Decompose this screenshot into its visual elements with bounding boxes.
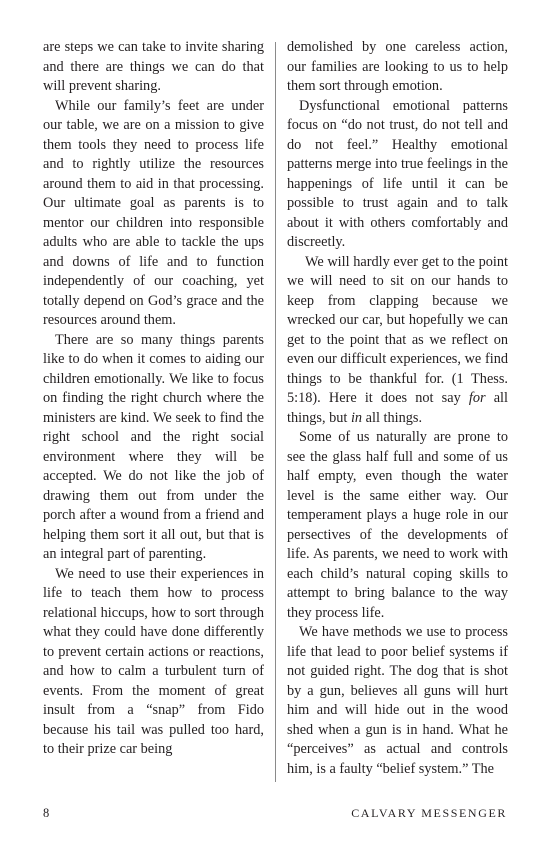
right-paragraph-3-part-b: all things, but xyxy=(287,390,508,426)
emphasis-for: for xyxy=(468,390,486,406)
left-paragraph-2: While our family’s feet are under our table, we are on a mission to give them tools they need to process life and to rightly utilize the resources around them to aid in that processing. Our ultimate goal as parents is to mentor our children into responsible adults who are able to tackle the ups and downs of life and to function independently of our coaching, yet totally depend on God’s grace and the resources around them. xyxy=(43,97,264,328)
page-footer xyxy=(43,806,507,826)
right-paragraph-4: Some of us naturally are prone to see the glass half full and some of us half empty, even though the water level is the same either way. Our temperament plays a huge role in our persectives of the developments of life. As parents, we need to work with each child’s natural coping skills to attempt to bring balance to the way they process life. xyxy=(287,429,508,621)
column-divider xyxy=(275,42,276,782)
right-paragraph-3-part-c: all things. xyxy=(362,409,423,426)
right-paragraph-5: We have methods we use to process life that lead to poor belief systems if not guided right. The dog that is shot by a gun, believes all guns will hurt him and will hide out in the wood shed when a gun is in hand. What he “perceives” as actual and controls him, is a faulty “belief system.” The xyxy=(287,624,508,777)
right-paragraph-1: demolished by one careless action, our families are looking to us to help them sort through emotion. xyxy=(287,39,508,94)
right-paragraph-2: Dysfunctional emotional patterns focus on “do not trust, do not tell and do not feel.” Healthy emotional patterns merge into true feelings in the happenings of life until it can be possible to trust again and to talk about it with others comfortably and discreetly. xyxy=(287,97,508,250)
right-column xyxy=(287,38,508,779)
left-paragraph-1: are steps we can take to invite sharing and there are things we can do that will prevent sharing. xyxy=(43,39,264,94)
left-paragraph-3: There are so many things parents like to do when it comes to aiding our children emotionally. We like to focus on finding the right church where the ministers are kind. We seek to find the right school and the right social environment where they will be accepted. We do not like the job of drawing them out from under the porch after a wound from a friend and helping them sort it all out, but that is an integral part of parenting. xyxy=(43,331,264,562)
right-paragraph-3 xyxy=(287,253,508,429)
emphasis-in: in xyxy=(350,409,363,426)
right-paragraph-3-part-a: We will hardly ever get to the point we will need to sit on our hands to keep from clapping because we wrecked our car, but hopefully we can get to the point that as we reflect on even our difficult experiences, we find things to be thankful for. (1 Thess. 5:18). Here it does not say xyxy=(287,253,508,406)
page-number: 8 xyxy=(43,806,50,820)
left-paragraph-4: We need to use their experiences in life to teach them how to process relational hiccups, how to sort through what they could have done differently to prevent certain actions or reactions, and how to calm a turbulent turn of events. From the moment of great insult from a “snap” from Fido because his tail was pulled too hard, to their prize car being xyxy=(43,565,264,757)
left-column xyxy=(43,38,264,760)
publication-title: CALVARY MESSENGER xyxy=(351,806,507,820)
